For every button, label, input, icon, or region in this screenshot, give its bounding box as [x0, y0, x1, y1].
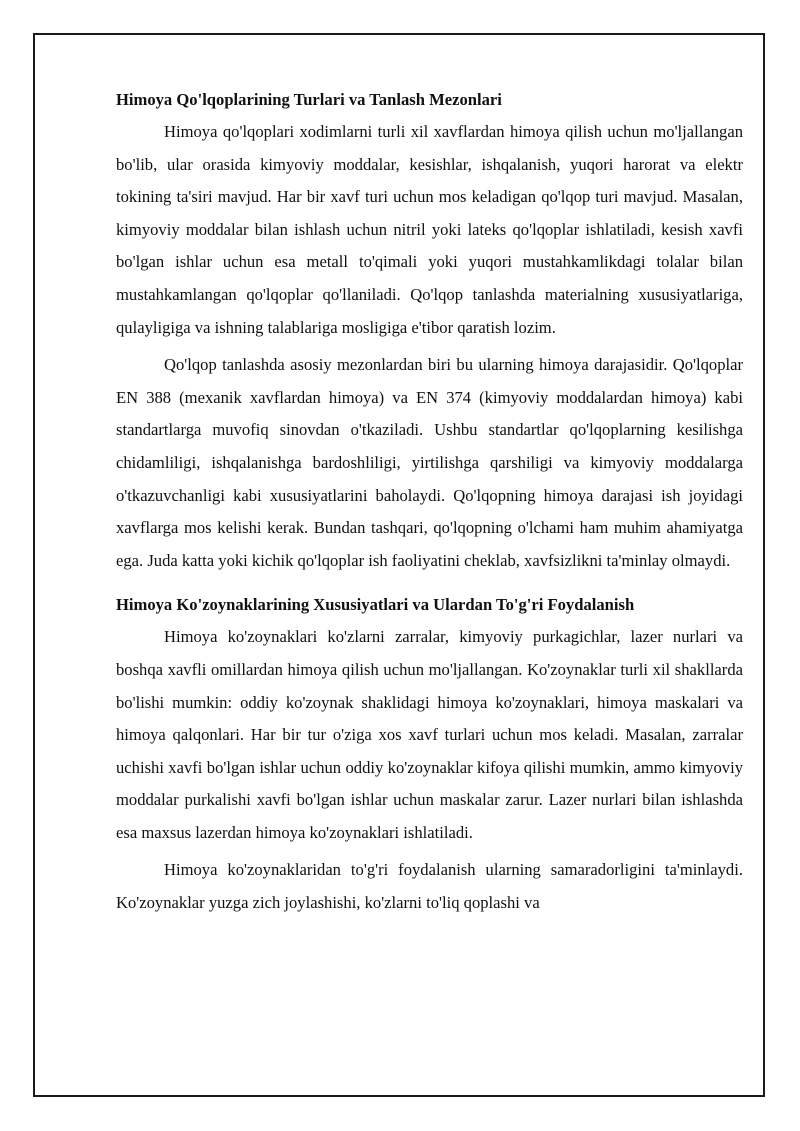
- paragraph-goggles-features: Himoya ko'zoynaklari ko'zlarni zarralar, kimyoviy purkagichlar, lazer nurlari va boshqa xavfli omillardan himoya qilish uchun mo'ljallangan. Ko'zoynaklar turli xil shakllarda bo'lishi mumkin: oddiy ko'zoynak shaklidagi himoya ko'zoynaklari, himoya maskalari va himoya qalqonlari. Har bir tur o'ziga xos xavf turlari uchun mos keladi. Masalan, zarralar uchishi xavfi bo'lgan ishlar uchun oddiy ko'zoynaklar kifoya qilishi mumkin, ammo kimyoviy moddalar purkalishi xavfi bo'lgan ishlar uchun maskalar zarur. Lazer nurlari bilan ishlashda esa maxsus lazerdan himoya ko'zoynaklari ishlatiladi.: [116, 627, 743, 842]
- paragraph-gloves-types: Himoya qo'lqoplari xodimlarni turli xil xavflardan himoya qilish uchun mo'ljallangan bo'lib, ular orasida kimyoviy moddalar, kesishlar, ishqalanish, yuqori harorat va elektr tokining ta'siri mavjud. Har bir xavf turi uchun mos keladigan qo'lqop turi mavjud. Masalan, kimyoviy moddalar bilan ishlash uchun nitril yoki lateks qo'lqoplar ishlatiladi, kesish xavfi bo'lgan ishlar uchun esa metall to'qimali yoki yuqori mustahkamlikdagi tolalar bilan mustahkamlangan qo'lqoplar qo'llaniladi. Qo'lqop tanlashda materialning xususiyatlariga, qulayligiga va ishning talablariga mosligiga e'tibor qaratish lozim.: [116, 122, 743, 337]
- paragraph-goggles-usage: Himoya ko'zoynaklaridan to'g'ri foydalanish ularning samaradorligini ta'minlaydi. Ko'zoynaklar yuzga zich joylashishi, ko'zlarni to'liq qoplashi va: [116, 860, 743, 913]
- paragraph-gloves-criteria: Qo'lqop tanlashda asosiy mezonlardan biri bu ularning himoya darajasidir. Qo'lqoplar EN 388 (mexanik xavflardan himoya) va EN 374 (kimyoviy moddalardan himoya) kabi standartlarga muvofiq sinovdan o'tkaziladi. Ushbu standartlar qo'lqoplarning kesilishga chidamliligi, ishqalanishga bardoshliligi, yirtilishga qarshiligi va kimyoviy moddalarga o'tkazuvchanligi kabi xususiyatlarini baholaydi. Qo'lqopning himoya darajasi ish joyidagi xavflarga mos kelishi kerak. Bundan tashqari, qo'lqopning o'lchami ham muhim ahamiyatga ega. Juda katta yoki kichik qo'lqoplar ish faoliyatini cheklab, xavfsizlikni ta'minlay olmaydi.: [116, 355, 743, 570]
- section-heading-goggles: Himoya Ko'zoynaklarining Xususiyatlari va Ulardan To'g'ri Foydalanish: [116, 595, 635, 615]
- document-body: [116, 86, 743, 920]
- section-heading-gloves: Himoya Qo'lqoplarining Turlari va Tanlash Mezonlari: [116, 90, 502, 109]
